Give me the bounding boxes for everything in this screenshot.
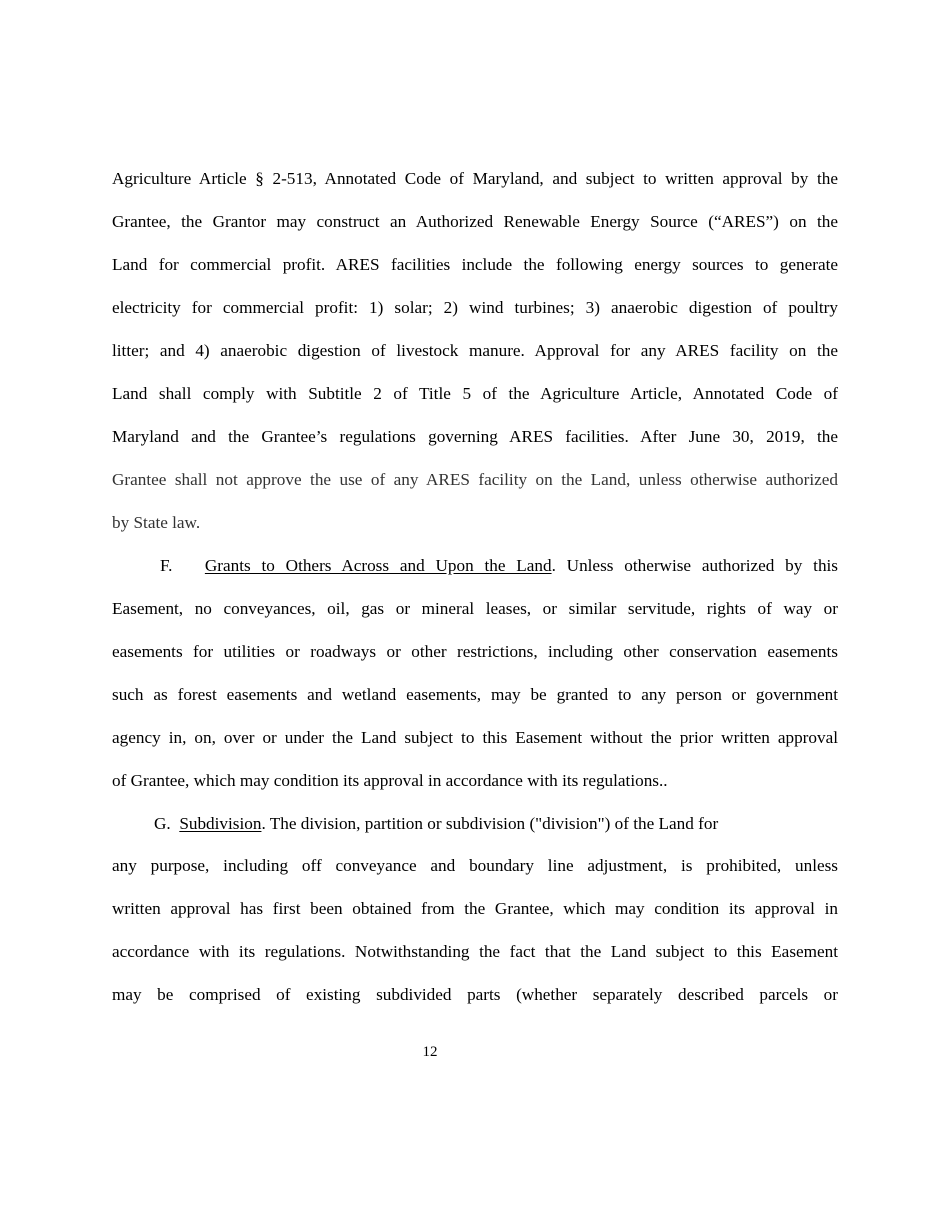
paragraph-e-line-5: litter; and 4) anaerobic digestion of livestock manure. Approval for any ARES facility on the bbox=[112, 341, 838, 360]
paragraph-f-heading: Grants to Others Across and Upon the Land bbox=[204, 556, 552, 575]
paragraph-e-line-4: electricity for commercial profit: 1) solar; 2) wind turbines; 3) anaerobic digestion of poultry bbox=[112, 298, 838, 317]
paragraph-f-line-2: Easement, no conveyances, oil, gas or mineral leases, or similar servitude, rights of way or bbox=[112, 599, 838, 618]
paragraph-f-letter: F. bbox=[160, 556, 173, 575]
page-number: 12 bbox=[422, 1044, 438, 1060]
paragraph-f-line-4: such as forest easements and wetland easements, may be granted to any person or government bbox=[112, 685, 838, 704]
paragraph-e-line-6: Land shall comply with Subtitle 2 of Title 5 of the Agriculture Article, Annotated Code of bbox=[112, 384, 838, 403]
paragraph-g-letter: G. bbox=[154, 814, 171, 833]
paragraph-g-line-4: accordance with its regulations. Notwithstanding the fact that the Land subject to this Easement bbox=[112, 942, 838, 961]
paragraph-e-line-9: by State law. bbox=[112, 513, 201, 532]
paragraph-g-first-line bbox=[154, 813, 838, 835]
paragraph-f-first-line-rest: . Unless otherwise authorized by this bbox=[551, 556, 838, 575]
paragraph-f-line-6: of Grantee, which may condition its approval in accordance with its regulations.. bbox=[112, 771, 668, 790]
paragraph-g-line-3: written approval has first been obtained from the Grantee, which may condition its approval in bbox=[112, 899, 838, 918]
paragraph-g-first-line-rest: . The division, partition or subdivision ("division") of the Land for bbox=[261, 814, 719, 833]
paragraph-f-line-3: easements for utilities or roadways or other restrictions, including other conservation easements bbox=[112, 642, 838, 661]
paragraph-f-line-5: agency in, on, over or under the Land subject to this Easement without the prior written approval bbox=[112, 728, 838, 747]
paragraph-e-line-1: Agriculture Article § 2-513, Annotated Code of Maryland, and subject to written approval by the bbox=[112, 169, 838, 188]
paragraph-e-line-8: Grantee shall not approve the use of any ARES facility on the Land, unless otherwise authorized bbox=[112, 470, 838, 489]
paragraph-e-line-3: Land for commercial profit. ARES facilities include the following energy sources to generate bbox=[112, 255, 838, 274]
paragraph-g-heading: Subdivision bbox=[179, 814, 262, 833]
paragraph-e-line-7: Maryland and the Grantee’s regulations governing ARES facilities. After June 30, 2019, the bbox=[112, 427, 838, 446]
paragraph-g-line-2: any purpose, including off conveyance and boundary line adjustment, is prohibited, unless bbox=[112, 856, 838, 875]
paragraph-g-line-5: may be comprised of existing subdivided parts (whether separately described parcels or bbox=[112, 985, 838, 1004]
paragraph-e-line-2: Grantee, the Grantor may construct an Authorized Renewable Energy Source (“ARES”) on the bbox=[112, 212, 838, 231]
paragraph-f-first-line bbox=[160, 555, 838, 577]
